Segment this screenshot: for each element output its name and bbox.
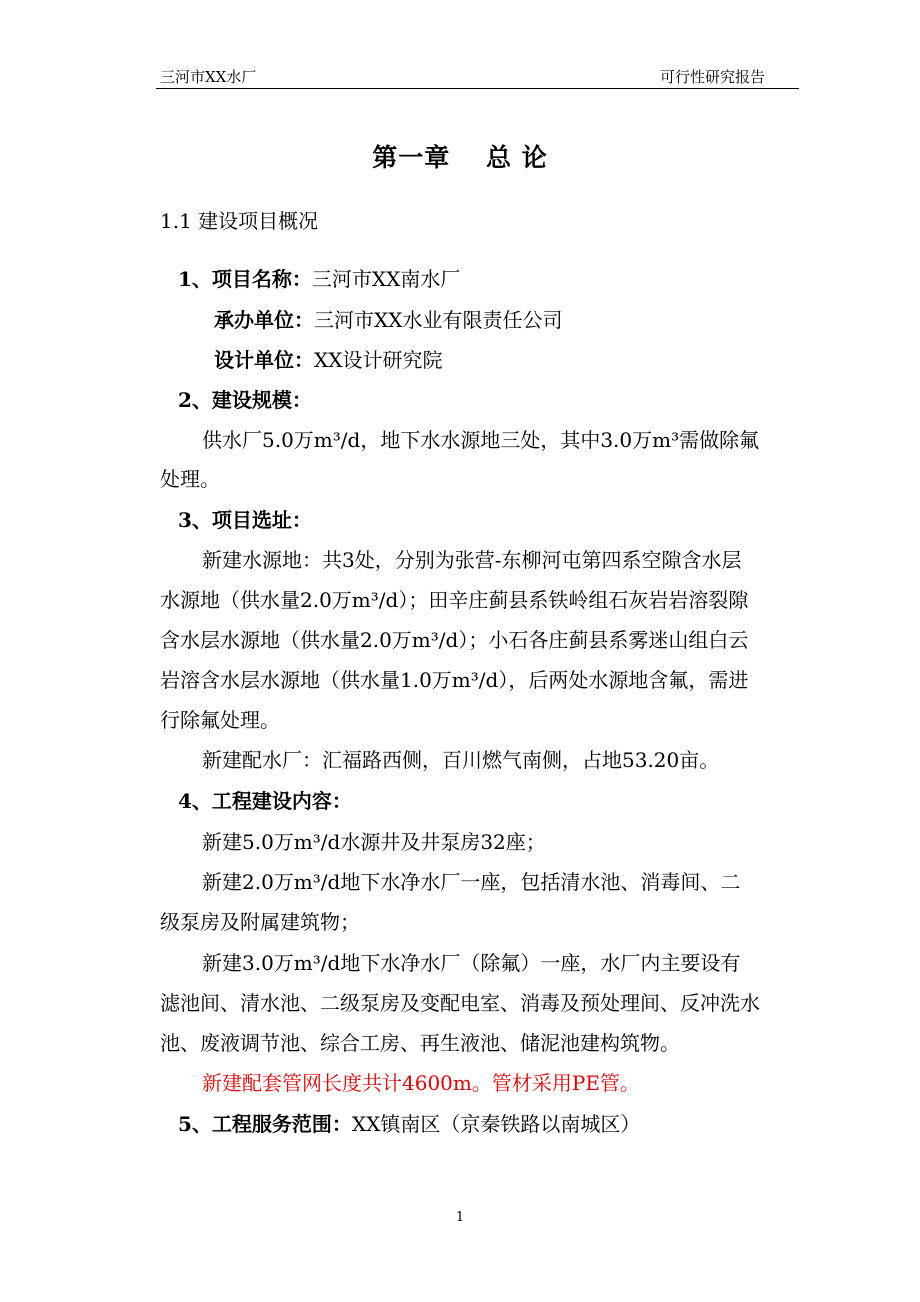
item-4-para1: 新建5.0万m³/d水源井及井泵房32座； bbox=[202, 830, 546, 854]
item-5-label: 5、工程服务范围： bbox=[178, 1112, 352, 1136]
item-5-line bbox=[178, 1110, 640, 1138]
item-1-line bbox=[178, 265, 460, 293]
item-2-label: 2、建设规模： bbox=[178, 388, 312, 412]
header-left: 三河市XX水厂 bbox=[160, 68, 257, 86]
item-4-para4-highlight: 新建配套管网长度共计4600m。管材采用PE管。 bbox=[202, 1071, 640, 1095]
item-4-para3-line3: 池、废液调节池、综合工房、再生液池、储泥池建构筑物。 bbox=[160, 1031, 680, 1055]
item-5-value: XX镇南区（京秦铁路以南城区） bbox=[351, 1112, 641, 1136]
item-4-para3-line1: 新建3.0万m³/d地下水净水厂（除氟）一座，水厂内主要设有 bbox=[202, 951, 741, 975]
item-1-org-label: 承办单位： bbox=[214, 308, 314, 332]
item-3-label: 3、项目选址： bbox=[178, 508, 312, 532]
chapter-title: 第一章 总 论 bbox=[372, 143, 548, 172]
item-3-para1-line4: 岩溶含水层水源地（供水量1.0万m³/d），后两处水源地含氟，需进 bbox=[160, 668, 749, 692]
item-1-label: 1、项目名称： bbox=[178, 267, 312, 291]
page-header bbox=[156, 66, 799, 88]
item-3-para1-line1: 新建水源地：共3处，分别为张营-东柳河屯第四系空隙含水层 bbox=[202, 548, 742, 572]
item-4-para2-line1: 新建2.0万m³/d地下水净水厂一座，包括清水池、消毒间、二 bbox=[202, 870, 741, 894]
section-title: 1.1 建设项目概况 bbox=[160, 209, 319, 233]
item-3-para1-line2: 水源地（供水量2.0万m³/d）；田辛庄蓟县系铁岭组石灰岩岩溶裂隙 bbox=[160, 588, 749, 612]
header-right: 可行性研究报告 bbox=[659, 68, 765, 86]
item-4-label: 4、工程建设内容： bbox=[178, 789, 352, 813]
item-1-org-line bbox=[214, 306, 562, 334]
item-1-design-value: XX设计研究院 bbox=[314, 348, 443, 372]
item-4-para2-line2: 级泵房及附属建筑物； bbox=[160, 910, 360, 934]
item-1-design-label: 设计单位： bbox=[214, 348, 314, 372]
header-divider bbox=[156, 88, 799, 89]
page-number: 1 bbox=[455, 1210, 465, 1225]
item-3-para2: 新建配水厂：汇福路西侧，百川燃气南侧，占地53.20亩。 bbox=[202, 748, 720, 772]
item-2-text-line1: 供水厂5.0万m³/d，地下水水源地三处，其中3.0万m³需做除氟 bbox=[202, 428, 760, 452]
item-4-para3-line2: 滤池间、清水池、二级泵房及变配电室、消毒及预处理间、反冲洗水 bbox=[160, 991, 760, 1015]
item-1-design-line bbox=[214, 346, 442, 374]
item-1-value: 三河市XX南水厂 bbox=[311, 267, 461, 291]
item-3-para1-line3: 含水层水源地（供水量2.0万m³/d）；小石各庄蓟县系雾迷山组白云 bbox=[160, 628, 749, 652]
item-2-text-line2: 处理。 bbox=[160, 467, 220, 491]
item-3-para1-line5: 行除氟处理。 bbox=[160, 708, 280, 732]
item-1-org-value: 三河市XX水业有限责任公司 bbox=[314, 308, 563, 332]
